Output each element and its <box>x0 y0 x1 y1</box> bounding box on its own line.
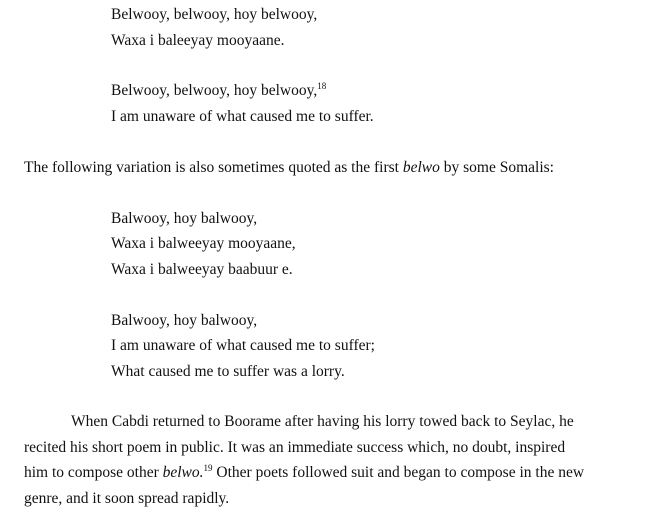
paragraph-term: belwo. <box>162 464 204 481</box>
verse-line: What caused me to suffer was a lorry. <box>111 363 345 380</box>
footnote-ref-18[interactable]: 18 <box>317 81 327 91</box>
intro-text-end: by some Somalis: <box>439 159 554 176</box>
paragraph-text: him to compose other <box>24 464 163 481</box>
verse-line: Waxa i balweeyay baabuur e. <box>111 261 293 278</box>
verse-line: Waxa i baleeyay mooyaane. <box>111 32 285 49</box>
verse-line: I am unaware of what caused me to suffer; <box>111 337 375 354</box>
verse-line: Balwooy, hoy balwooy, <box>111 312 258 329</box>
verse-line: I am unaware of what caused me to suffer. <box>111 108 374 125</box>
paragraph-text-end: Other poets followed suit and began to compose in the new <box>212 464 585 481</box>
intro-term: belwo <box>402 159 440 176</box>
intro-sentence <box>24 158 554 178</box>
paragraph-line: recited his short poem in public. It was an immediate success which, no doubt, inspired <box>24 439 566 456</box>
verse-line: Belwooy, belwooy, hoy belwooy, <box>111 6 318 23</box>
verse-text: Belwooy, belwooy, hoy belwooy, <box>111 82 318 99</box>
paragraph-line: When Cabdi returned to Boorame after having his lorry towed back to Seylac, he <box>71 413 574 430</box>
paragraph-line <box>24 463 584 483</box>
verse-line: Balwooy, hoy balwooy, <box>111 210 258 227</box>
paragraph-line: genre, and it soon spread rapidly. <box>24 490 230 507</box>
verse-line: Waxa i balweeyay mooyaane, <box>111 235 296 252</box>
intro-text: The following variation is also sometimes quoted as the first <box>24 159 403 176</box>
footnote-ref-19[interactable]: 19 <box>203 463 213 473</box>
verse-line <box>111 81 326 101</box>
